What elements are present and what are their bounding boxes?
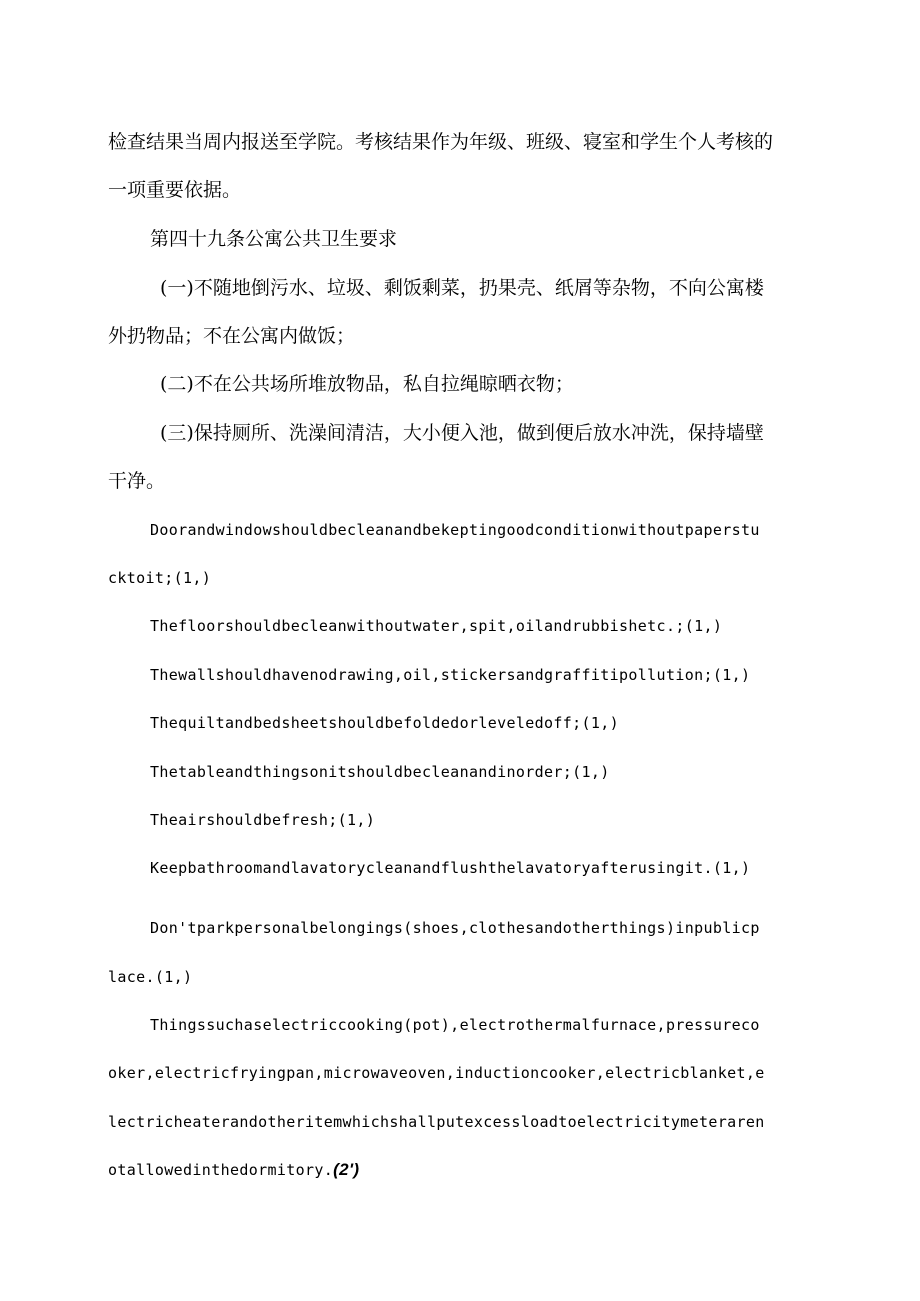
list-item: (二)不在公共场所堆放物品，私自拉绳晾晒衣物；: [160, 373, 574, 395]
english-line: Doorandwindowshouldbecleanandbekeptingoodconditionwithoutpaperstu: [150, 521, 760, 539]
english-line: Thewallshouldhavenodrawing,oil,stickersandgraffitipollution;(1,): [150, 666, 751, 684]
english-line: Don'tparkpersonalbelongings(shoes,clothesandotherthings)inpublicp: [150, 919, 760, 937]
paragraph-line: 检查结果当周内报送至学院。考核结果作为年级、班级、寝室和学生个人考核的: [108, 131, 774, 153]
list-item: (一)不随地倒污水、垃圾、剩饭剩菜，扔果壳、纸屑等杂物，不向公寓楼: [160, 277, 764, 299]
paragraph-line: 干净。: [108, 470, 166, 492]
english-line: cktoit;(1,): [108, 569, 212, 587]
english-line: [108, 1146, 768, 1194]
english-line: Thingssuchaselectriccooking(pot),electrothermalfurnace,pressureco: [150, 1016, 760, 1034]
score-mark: (2'): [333, 1160, 360, 1179]
english-line: oker,electricfryingpan,microwaveoven,inductioncooker,electricblanket,e: [108, 1064, 765, 1082]
english-line: Thetableandthingsonitshouldbecleanandinorder;(1,): [150, 763, 610, 781]
paragraph-line: 一项重要依据。: [108, 179, 242, 201]
section-heading: 第四十九条公寓公共卫生要求: [150, 228, 398, 250]
english-line: Thefloorshouldbecleanwithoutwater,spit,oilandrubbishetc.;(1,): [150, 617, 723, 635]
english-line: Keepbathroomandlavatorycleanandflushthelavatoryafterusingit.(1,): [150, 859, 751, 877]
paragraph-line: 外扔物品；不在公寓内做饭；: [108, 325, 356, 347]
english-line: Theairshouldbefresh;(1,): [150, 811, 376, 829]
english-line: Thequiltandbedsheetshouldbefoldedorleveledoff;(1,): [150, 714, 620, 732]
english-line-text: otallowedinthedormitory.: [108, 1161, 334, 1179]
english-line: lace.(1,): [108, 968, 193, 986]
english-line: lectricheaterandotheritemwhichshallputexcessloadtoelectricitymeteraren: [108, 1113, 765, 1131]
list-item: (三)保持厕所、洗澡间清洁，大小便入池，做到便后放水冲洗，保持墙壁: [160, 422, 764, 444]
